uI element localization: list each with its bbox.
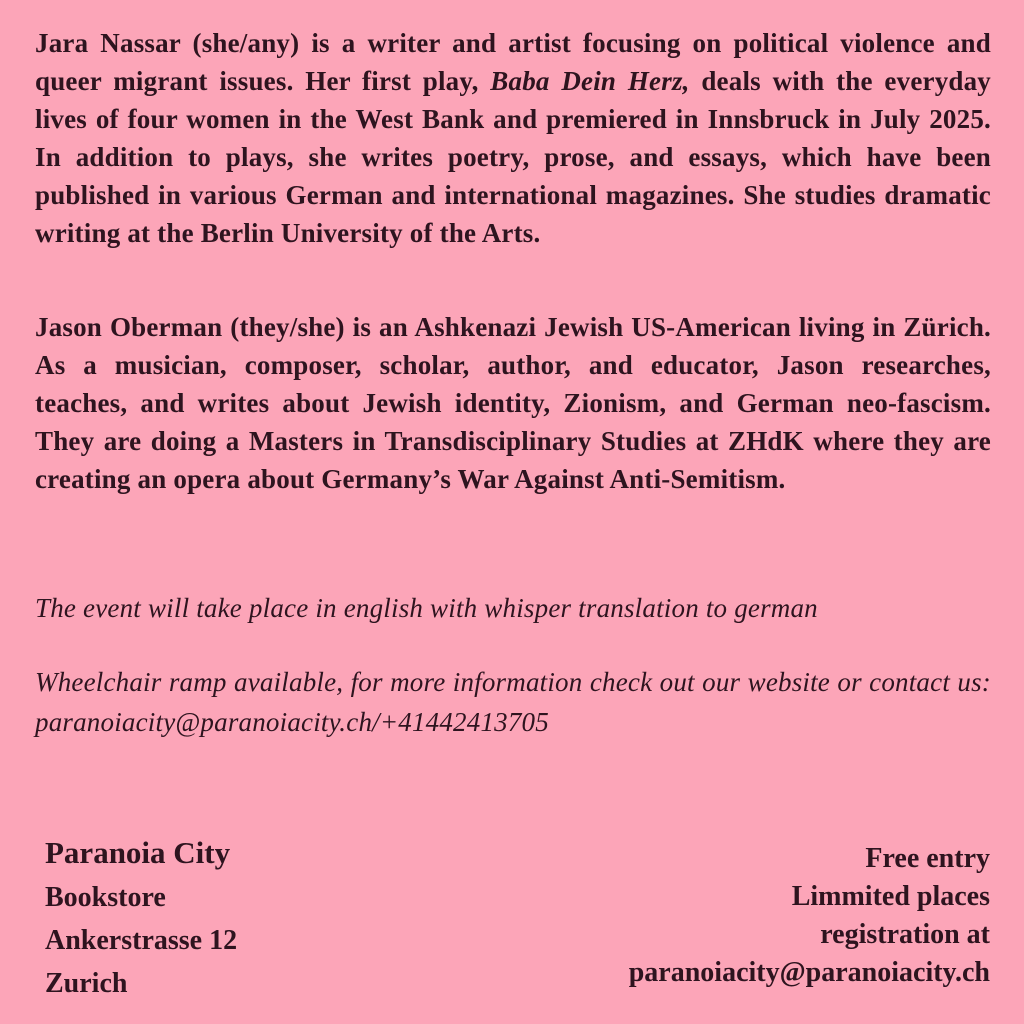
bio-jara-text-start: Jara Nassar (she/any) is a writer and artist focusing on political violence and queer migrant issues. Her first play, <box>35 28 991 96</box>
accessibility-note: Wheelchair ramp available, for more information check out our website or contact us: paranoiacity@paranoiacity.ch/+41442413705 <box>35 667 991 737</box>
limited-places-label: Limmited places <box>791 881 990 912</box>
language-note: The event will take place in english with whisper translation to german <box>35 593 818 623</box>
venue-block <box>45 830 237 1005</box>
bio-jara-paragraph <box>35 24 991 252</box>
bio-jara-text-end: deals with the everyday lives of four women in the West Bank and premiered in Innsbruck in July 2025. In addition to plays, she writes poetry, prose, and essays, which have been published in various German and international magazines. She studies dramatic writing at the Berlin University of the Arts. <box>35 66 992 248</box>
registration-email: paranoiacity@paranoiacity.ch <box>628 957 990 988</box>
registration-at-label: registration at <box>820 919 990 950</box>
venue-city: Zurich <box>45 968 128 999</box>
free-entry-label: Free entry <box>865 843 990 874</box>
registration-block <box>629 840 990 992</box>
venue-type: Bookstore <box>45 882 166 913</box>
bio-jara-play-title: Baba Dein Herz, <box>490 66 690 96</box>
bio-jason-paragraph: Jason Oberman (they/she) is an Ashkenazi Jewish US-American living in Zürich. As a musician, composer, scholar, author, and educator, Jason researches, teaches, and writes about Jewish identity, Zionism, and German neo-fascism. They are doing a Masters in Transdisciplinary Studies at ZHdK where they are creating an opera about Germany’s War Against Anti-Semitism. <box>35 312 991 494</box>
venue-street: Ankerstrasse 12 <box>45 925 238 956</box>
venue-name: Paranoia City <box>45 835 231 870</box>
